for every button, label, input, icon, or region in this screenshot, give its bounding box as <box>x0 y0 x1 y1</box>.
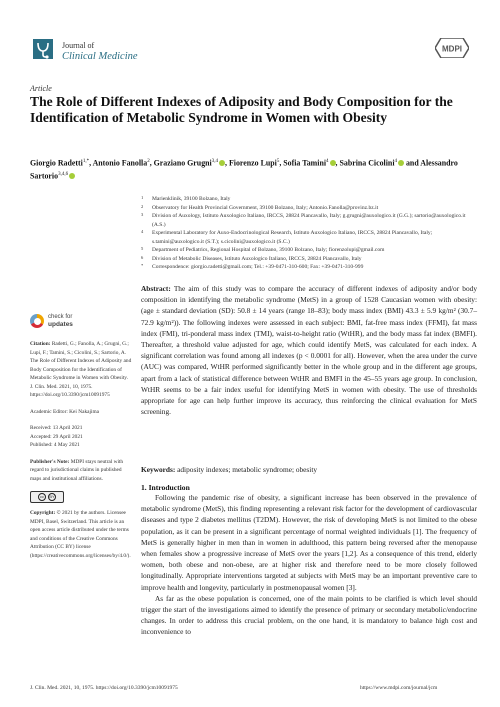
keywords-text: adiposity indexes; metabolic syndrome; obesity <box>177 465 318 474</box>
orcid-icon[interactable] <box>69 173 75 179</box>
cc-by-license-icon[interactable]: cc BY <box>30 491 64 503</box>
keywords-label: Keywords: <box>141 465 176 474</box>
affiliation-item: 6 Division of Metabolic Diseases, Istituto Auxologico Italiano, IRCCS, 28824 Piancavallo, Italy <box>141 254 362 262</box>
article-type: Article <box>30 84 52 93</box>
author-name: Graziano Grugni <box>153 158 212 168</box>
paper-title: The Role of Different Indexes of Adiposity and Body Composition for the Identification of Metabolic Syndrome in Women with Obesity <box>30 94 453 125</box>
author-name: Fiorenzo Lupi <box>228 158 277 168</box>
body-text <box>141 492 477 638</box>
author-sup: 3,4 <box>211 159 218 164</box>
section-heading: 1. Introduction <box>141 483 190 492</box>
paragraph: As far as the obese population is concerned, one of the main points to be clarified is which level should trigger the start of the investigations aimed to identify the presence of primary or secondary metabolic/endocrine changes. In order to address this crucial problem, on the one hand, it is mandatory to balance high cost and inconvenience to <box>141 593 477 637</box>
academic-editor: Academic Editor: Kei Nakajima <box>30 408 99 415</box>
affiliation-item: 2 Observatory for Health Provincial Government, 39100 Bolzano, Italy; Antonio.Fanolla@provinz.bz.it <box>141 203 379 211</box>
mdpi-logo[interactable] <box>435 38 469 58</box>
accepted-date: Accepted: 29 April 2021 <box>30 433 83 440</box>
paragraph: Following the pandemic rise of obesity, a significant increase has been observed in the prevalence of metabolic syndrome (MetS), this finding representing a relevant risk factor for the development of cardiovascular diseases and type 2 diabetes mellitus (T2DM). However, the risk of developing MetS is not limited to the obese population, as it can be present in a significant percentage of normal weighted individuals [1]. The frequency of MetS is generally higher in men than in women in adulthood, this pattern being reversed after the menopause when females show a progressive increase of MetS over the years [1,2]. As a consequence of this trend, elderly women, both obese and non-obese, are at higher risk and therefore need to be more closely followed longitudinally. Appropriate interventions targeted at subjects with MetS may be an important preventive care to improve health and longevity, particularly in postmenopausal women [3]. <box>141 493 477 592</box>
author-sup: 1,* <box>82 159 90 164</box>
author-name: Sofia Tamini <box>283 158 327 168</box>
mdpi-logo-text: MDPI <box>442 44 462 54</box>
author-sup: 5 <box>276 159 280 164</box>
received-date: Received: 13 April 2021 <box>30 425 83 431</box>
orcid-icon[interactable] <box>219 160 225 166</box>
citation: Citation: Radetti, G.; Fanolla, A.; Grugni, G.; Lupi, F.; Tamini, S.; Cicolini, S.; Sartorio, A. The Role of Different Indexes of Adiposity and Body Composition for the Identification of Metabolic Syndrome in Women with Obesity. J. Clin. Med. 2021, 10, 1975. https://doi.org/10.3390/jcm10091975 <box>30 341 132 398</box>
author-name: Alessandro Sartorio <box>30 158 458 181</box>
author-sup: 4 <box>394 159 398 164</box>
journal-logo-icon <box>30 36 56 62</box>
affiliation-item: 1 Marienklinik, 39100 Bolzano, Italy <box>141 195 231 202</box>
author-list: Giorgio Radetti$^{1,*}$, Antonio Fanolla$^2$, Graziano Grugni$^{3,4}$ , Fiorenzo Lupi$^5$, Sofia Tamini$^4$ , Sabrina Cicolini$^4$ and Alessandro Sartorio$^{3,4,6}$ <box>30 158 458 181</box>
affiliation-item: 4 Experimental Laboratory for Auxo-Endocrinological Research, Istituto Auxologico Italiano, IRCCS, 28824 Piancavallo, Italy; s.tamini@auxologico.it (S.T.); s.cicolini@auxologico.it (S.C.) <box>141 229 433 245</box>
orcid-icon[interactable] <box>330 160 336 166</box>
affiliation-item: 5 Department of Pediatrics, Regional Hospital of Bolzano, 39100 Bolzano, Italy; fiorenzolupi@gmail.com <box>141 246 385 253</box>
author-sup: 4 <box>326 159 329 164</box>
journal-title: Clinical Medicine <box>62 51 138 62</box>
check-updates-icon <box>30 314 44 328</box>
abstract <box>141 283 477 417</box>
affiliation-item: 3 Division of Auxology, Istituto Auxologico Italiano, IRCCS, 28824 Piancavallo, Italy; g.grugni@auxologico.it (G.G.); sartorio@auxologico.it (A.S.) <box>141 212 466 228</box>
footer-journal-url[interactable]: https://www.mdpi.com/journal/jcm <box>360 685 438 691</box>
copyright: Copyright: © 2021 by the authors. Licensee MDPI, Basel, Switzerland. This article is an open access article distributed under the terms and conditions of the Creative Commons Attribution (CC BY) license (https://creativecommons.org/licenses/by/4.0/). <box>30 510 131 559</box>
orcid-icon[interactable] <box>398 160 404 166</box>
abstract-label: Abstract: <box>141 284 171 293</box>
keywords <box>141 464 477 475</box>
publisher-note: Publisher's Note: MDPI stays neutral with regard to jurisdictional claims in published maps and institutional affiliations. <box>30 458 124 482</box>
author-sup: 2 <box>147 159 150 164</box>
correspondence: * Correspondence: giorgio.radetti@gmail.com; Tel.: +39-0471-310-600; Fax: +39-0471-310-999 <box>141 263 364 270</box>
journal-title-line1: Journal of <box>62 41 95 50</box>
footer-citation[interactable]: J. Clin. Med. 2021, 10, 1975. https://doi.org/10.3390/jcm10091975 <box>30 685 178 691</box>
author-name: Sabrina Cicolini <box>339 158 395 168</box>
sidebar <box>30 312 132 560</box>
author-name: Giorgio Radetti <box>30 158 83 168</box>
published-date: Published: 4 May 2021 <box>30 442 80 448</box>
abstract-text: The aim of this study was to compare the accuracy of different indexes of adiposity and/or body composition in identifying the metabolic syndrome (MetS) in a group of 1528 Caucasian women with obesity: (age ± standard deviation (SD): 50.8 ± 14 years (range 18–83); body mass index (BMI) 43.3 ± 5.9 kg/m² (30.7–72.9 kg/m²)). The following indexes were assessed in each subject: BMI, fat-free mass index (FFMI), fat mass index (FMI), tri-ponderal mass index (TMI), waist-to-height ratio (WtHR), and the body mass fat index (BMFI). Thereafter, a threshold value adjusted for age, which could identify MetS, was calculated for each index. A significant correlation was found among all indexes (p < 0.0001 for all). However, when the area under the curve (AUC) was compared, WtHR performed significantly better in the whole group and in the different age groups, apart from a lack of statistical difference between WtHR and BMFI in the 45–55 years age group. In conclusion, WtHR seems to be a fair index useful for identifying MetS in women with obesity. The use of thresholds appropriate for age can help further improve its accuracy, thus reinforcing the clinical evaluation for MetS screening. <box>141 284 477 417</box>
check-for-updates-button[interactable]: check for updates <box>30 314 132 328</box>
author-sup: 3,4,6 <box>58 172 69 178</box>
affiliations <box>141 195 476 272</box>
author-name: Antonio Fanolla <box>92 158 148 168</box>
